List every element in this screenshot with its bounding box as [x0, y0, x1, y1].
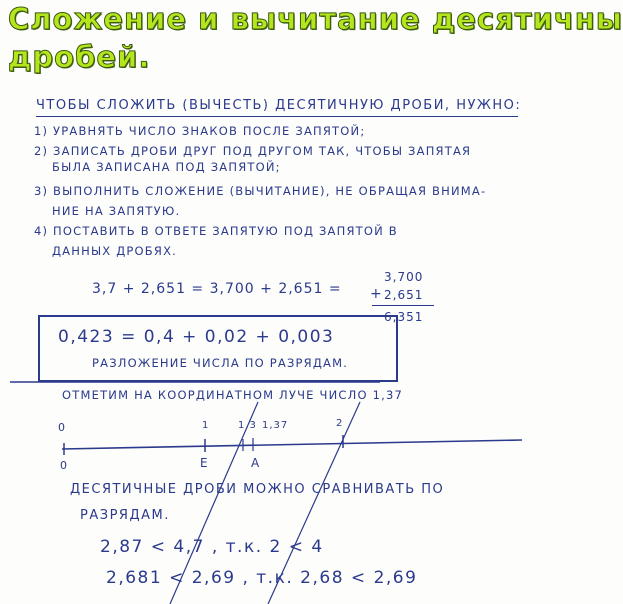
- rule-step-4b: ДАННЫХ ДРОБЯХ.: [52, 244, 178, 258]
- coordinate-tick-two: 2: [336, 418, 344, 429]
- rule-step-1: 1) УРАВНЯТЬ ЧИСЛО ЗНАКОВ ПОСЛЕ ЗАПЯТОЙ;: [34, 124, 366, 138]
- compare-rule-b: РАЗРЯДАМ.: [80, 508, 170, 523]
- rule-intro: ЧТОБЫ СЛОЖИТЬ (ВЫЧЕСТЬ) ДЕСЯТИЧНУЮ ДРОБИ, НУЖНО:: [36, 98, 522, 113]
- example-equation: 3,7 + 2,651 = 3,700 + 2,651 =: [92, 281, 342, 297]
- coordinate-point-e: E: [200, 456, 209, 470]
- coordinate-tick-zero: 0: [60, 459, 68, 472]
- coordinate-point-a: A: [251, 456, 261, 470]
- example-column-top: 3,700: [384, 270, 424, 284]
- coordinate-tick-1-3: 1,3: [238, 420, 257, 431]
- coordinate-label-zero: 0: [58, 421, 66, 434]
- coordinate-tick-one: 1: [202, 420, 210, 431]
- example-column-result: 6,351: [384, 310, 424, 324]
- diagonal-stroke-right: [268, 402, 360, 604]
- rule-step-4a: 4) ПОСТАВИТЬ В ОТВЕТЕ ЗАПЯТУЮ ПОД ЗАПЯТОЙ В: [34, 224, 398, 238]
- example-column-mid: 2,651: [384, 288, 424, 302]
- coordinate-text: ОТМЕТИМ НА КООРДИНАТНОМ ЛУЧЕ ЧИСЛО 1,37: [62, 388, 403, 402]
- decomposition-caption: РАЗЛОЖЕНИЕ ЧИСЛА ПО РАЗРЯДАМ.: [92, 356, 349, 370]
- page-title-line-2: дробей.: [8, 40, 151, 74]
- decomposition-formula: 0,423 = 0,4 + 0,02 + 0,003: [58, 327, 335, 347]
- coordinate-ray: [62, 440, 522, 449]
- example-column-plus: +: [370, 286, 383, 302]
- diagonal-stroke-left: [170, 402, 261, 604]
- compare-rule-a: ДЕСЯТИЧНЫЕ ДРОБИ МОЖНО СРАВНИВАТЬ ПО: [70, 482, 445, 497]
- compare-example-1: 2,87 < 4,7 , т.к. 2 < 4: [100, 537, 324, 557]
- rule-step-3b: НИЕ НА ЗАПЯТУЮ.: [52, 204, 181, 218]
- compare-example-2: 2,681 < 2,69 , т.к. 2,68 < 2,69: [106, 568, 418, 588]
- page-title-line-1: Сложение и вычитание десятичны: [8, 2, 623, 36]
- rule-step-2b: БЫЛА ЗАПИСАНА ПОД ЗАПЯТОЙ;: [52, 160, 281, 174]
- rule-step-2a: 2) ЗАПИСАТЬ ДРОБИ ДРУГ ПОД ДРУГОМ ТАК, ЧТОБЫ ЗАПЯТАЯ: [34, 144, 472, 158]
- rule-step-3a: 3) ВЫПОЛНИТЬ СЛОЖЕНИЕ (ВЫЧИТАНИЕ), НЕ ОБРАЩАЯ ВНИМА-: [34, 184, 487, 198]
- coordinate-tick-1-37: 1,37: [262, 420, 289, 431]
